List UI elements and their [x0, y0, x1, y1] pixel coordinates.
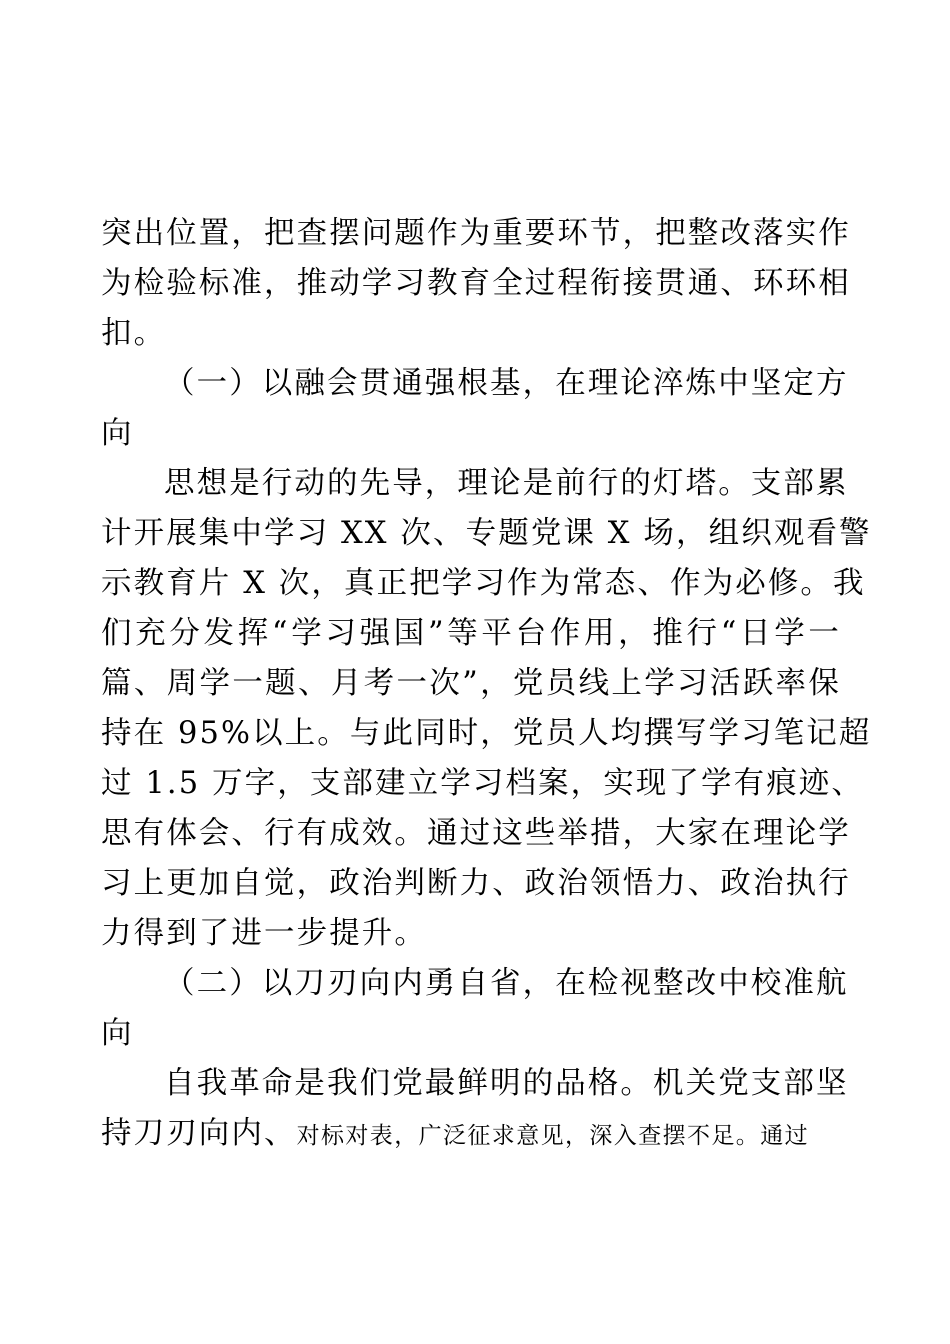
body-text-line: 习上更加自觉，政治判断力、政治领悟力、政治执行: [101, 866, 851, 901]
body-text-segment-small: 对标对表，广泛征求意见，深入查摆不足。通过: [296, 1123, 810, 1149]
body-text-line: 过 1.5 万字，支部建立学习档案，实现了学有痕迹、: [101, 766, 864, 801]
body-text-line: 篇、周学一题、月考一次”，党员线上学习活跃率保: [101, 666, 841, 701]
body-text-line: 力得到了进一步提升。: [101, 916, 427, 951]
body-text-line: [101, 1114, 841, 1156]
section-heading-1: （一）以融会贯通强根基，在理论淬炼中坚定方: [164, 366, 849, 401]
body-text-line: 计开展集中学习 XX 次、专题党课 X 场，组织观看警: [101, 516, 872, 551]
section-heading-1-continued: 向: [101, 416, 134, 451]
body-text-segment: 持刀刃向内、: [101, 1116, 297, 1151]
body-text-line: 扣。: [101, 316, 167, 351]
body-text-line: 突出位置，把查摆问题作为重要环节，把整改落实作: [101, 216, 851, 251]
body-text-line: 思有体会、行有成效。通过这些举措，大家在理论学: [101, 816, 851, 851]
section-heading-2-continued: 向: [101, 1016, 134, 1051]
body-text-line: 示教育片 X 次，真正把学习作为常态、作为必修。我: [101, 566, 866, 601]
body-text-line: 们充分发挥“学习强国”等平台作用，推行“日学一: [101, 616, 841, 651]
body-text-line: 为检验标准，推动学习教育全过程衔接贯通、环环相: [101, 266, 851, 301]
body-text-line: 自我革命是我们党最鲜明的品格。机关党支部坚: [164, 1066, 849, 1101]
body-text-line: 持在 95%以上。与此同时，党员人均撰写学习笔记超: [101, 716, 872, 751]
section-heading-2: （二）以刀刃向内勇自省，在检视整改中校准航: [164, 966, 849, 1001]
body-text-line: 思想是行动的先导，理论是前行的灯塔。支部累: [164, 466, 849, 501]
